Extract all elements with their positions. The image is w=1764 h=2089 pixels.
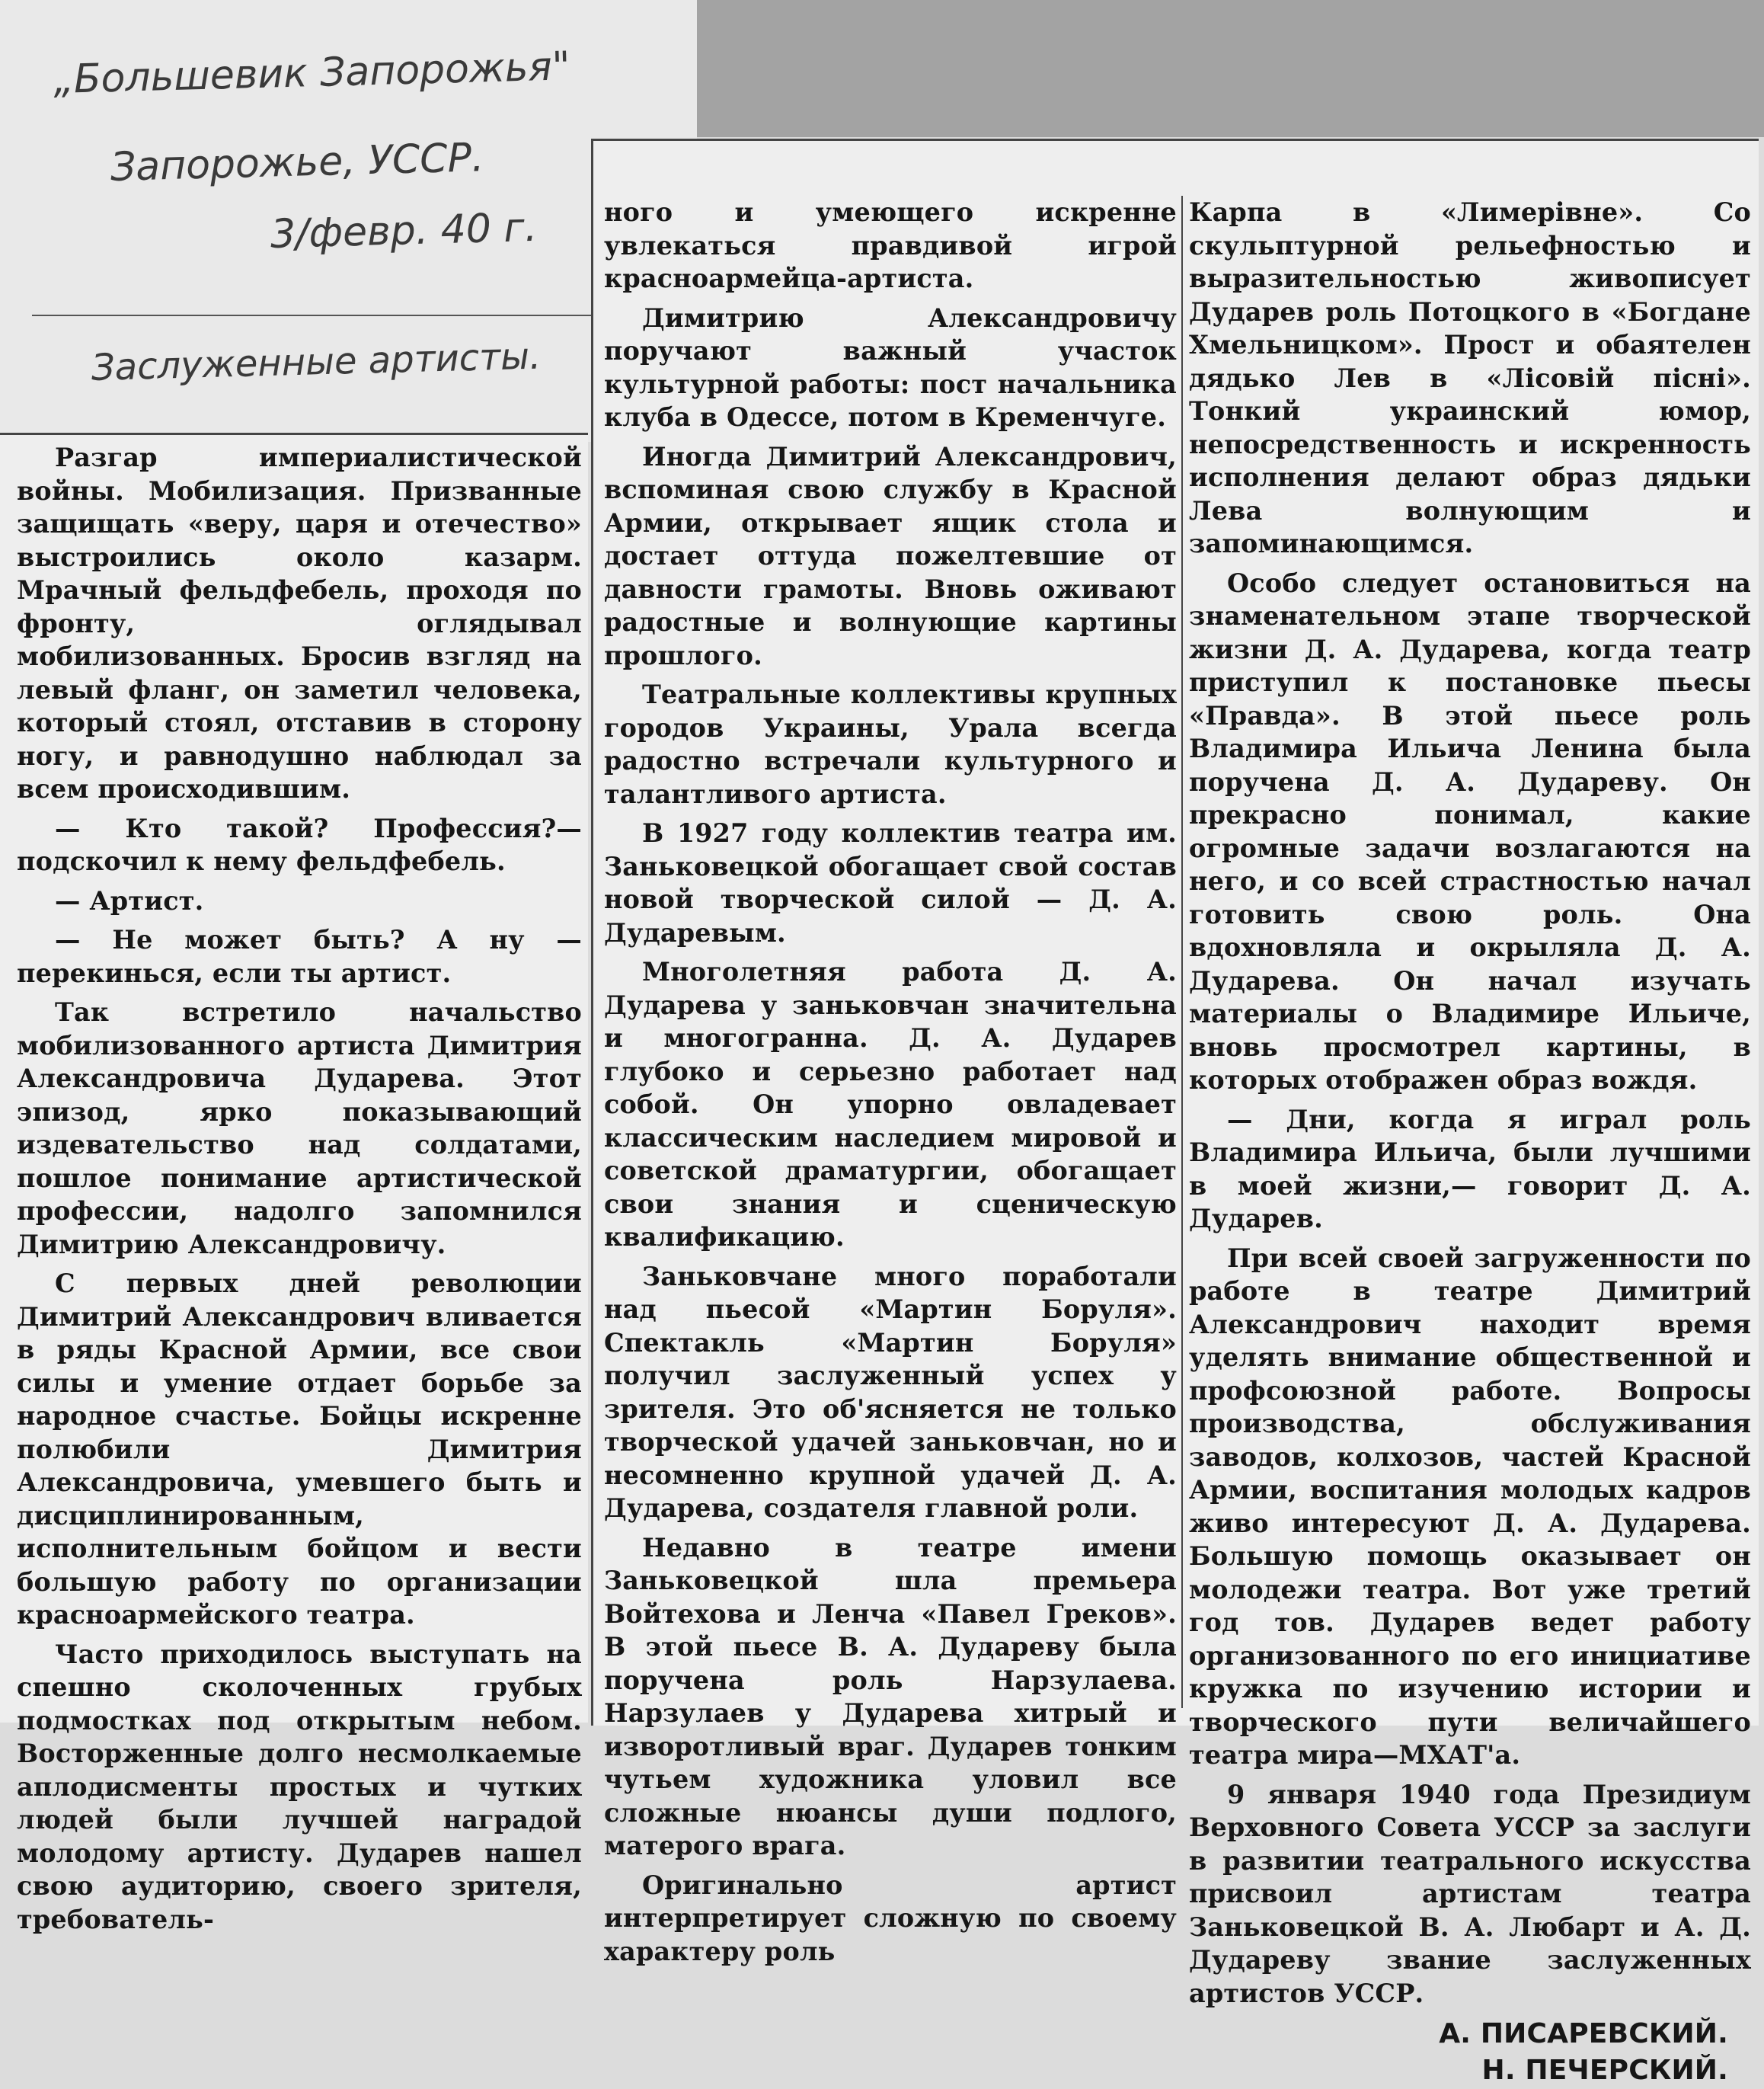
article-column-3 [1189, 196, 1751, 2089]
article-column-1 [17, 441, 582, 1942]
paragraph: Так встретило начальство мобилизованного артиста Димитрия Александровича Дударева. Этот эпизод, ярко показывающий издевательство над солдатами, пошлое понимание артистической профессии, надолго запомнился Димитрию Александровичу. [17, 997, 582, 1259]
paragraph: Особо следует остановиться на знаменательном этапе творческой жизни Д. А. Дударева, когда театр приступил к постановке пьесы «Правда». В этой пьесе роль Владимира Ильича Ленина была поручена Д. А. Дудареву. Он прекрасно понимал, какие огромные задачи возлагаются на него, и со всей страстностью начал готовить свою роль. Она вдохновляла и окрыляла Д. А. Дударева. Он начал изучать материалы о Владимире Ильиче, вновь просмотрел картины, в которых отображен образ вождя. [1189, 568, 1751, 1095]
paragraph: — Дни, когда я играл роль Владимира Ильича, были лучшими в моей жизни,— говорит Д. А. Дударев. [1189, 1104, 1751, 1233]
clipping-column-1 [0, 433, 588, 1934]
paragraph: — Не может быть? А ну — перекинься, если ты артист. [17, 925, 582, 988]
article-column-2 [604, 196, 1177, 1974]
paragraph: Часто приходилось выступать на спешно сколоченных грубых подмостках под открытым небом. Восторженные долго несмолкаемые аплодисменты простых и чутких людей были лучшей наградой молодому артисту. Дударев нашел свою аудиторию, своего зрителя, требователь- [17, 1639, 582, 1934]
paragraph: Недавно в театре имени Заньковецкой шла премьера Войтехова и Ленча «Павел Греков». В этой пьесе В. А. Дудареву была поручена роль Нарзулаева. Нарзулаев у Дударева хитрый и изворотливый враг. Дударев тонким чутьем художника уловил все сложные нюансы души подлого, матерого врага. [604, 1532, 1177, 1860]
paragraph: Заньковчане много поработали над пьесой «Мартин Боруля». Спектакль «Мартин Боруля» получил заслуженный успех у зрителя. Это об'ясняется не только творческой удачей заньковчан, но и несомненно крупной удачей Д. А. Дударева, создателя главной роли. [604, 1261, 1177, 1523]
column-rule [1181, 196, 1183, 1708]
scan-background-band [697, 0, 1764, 137]
author-signature-1: А. ПИСАРЕВСКИЙ. [1439, 2018, 1728, 2049]
paragraph: 9 января 1940 года Президиум Верховного Совета УССР за заслуги в развитии театрального искусства присвоил артистам театра Заньковецкой В. А. Любарт и А. Д. Дудареву звание заслуженных артистов УССР. [1189, 1779, 1751, 2008]
paragraph: При всей своей загруженности по работе в театре Димитрий Александрович находит время уделять внимание общественной и профсоюзной работе. Вопросы производства, обслуживания заводов, колхозов, частей Красной Армии, воспитания молодых кадров живо интересуют Д. А. Дударева. Большую помощь оказывает он молодежи театра. Вот уже третий год тов. Дударев ведет работу организованного по его инициативе кружка по изучению истории и творческого пути величайшего театра мира—МХАТ'а. [1189, 1243, 1751, 1770]
paragraph: — Артист. [55, 885, 204, 916]
paragraph: Иногда Димитрий Александрович, вспоминая свою службу в Красной Армии, открывает ящик стола и достает оттуда пожелтевшие от давности грамоты. Вновь оживают радостные и волнующие картины прошлого. [604, 441, 1177, 670]
handwritten-newspaper-name: „Большевик Запорожья" [53, 43, 571, 103]
paragraph: Оригинально артист интерпретирует сложную по своему характеру роль [604, 1870, 1177, 1966]
paragraph: ного и умеющего искренне увлекаться правдивой игрой красноармейца-артиста. [604, 197, 1177, 293]
handwritten-date: 3/февр. 40 г. [270, 204, 538, 258]
paragraph: Карпа в «Лимерівне». Со скульптурной рельефностью и выразительностью живописует Дударев роль Потоцкого в «Богдане Хмельницком». Прост и обаятелен дядько Лев в «Лісовій пісні». Тонкий украинский юмор, непосредственность и искренность исполнения делают образ дядьки Лева волнующим и запоминающимся. [1189, 197, 1751, 558]
handwritten-article-title: Заслуженные артисты. [91, 334, 542, 389]
paragraph: — Кто такой? Профессия?— подскочил к нему фельдфебель. [17, 813, 582, 876]
paragraph: С первых дней революции Димитрий Александрович вливается в ряды Красной Армии, все свои силы и умение отдает борьбе за народное счастье. Бойцы искренне полюбили Димитрия Александровича, умевшего быть и дисциплинированным, исполнительным бойцом и вести большую работу по организации красноармейского театра. [17, 1268, 582, 1630]
paragraph: Театральные коллективы крупных городов Украины, Урала всегда радостно встречали культурного и талантливого артиста. [604, 680, 1177, 809]
paragraph: Димитрию Александровичу поручают важный участок культурной работы: пост начальника клуба в Одессе, потом в Кременчуге. [604, 302, 1177, 432]
paragraph: Многолетняя работа Д. А. Дударева у заньковчан значительна и многогранна. Д. А. Дударев глубоко и серьезно работает над собой. Он упорно овладевает классическим наследием мировой и советской драматургии, обогащает свои знания и сценическую квалификацию. [604, 957, 1177, 1252]
clipping-columns-2-3 [591, 139, 1759, 2086]
paragraph: Разгар империалистической войны. Мобилизация. Призванные защищать «веру, царя и отечество» выстроились около казарм. Мрачный фельдфебель, проходя по фронту, оглядывал мобилизованных. Бросив взгляд на левый фланг, он заметил человека, который стоял, отставив в сторону ногу, и равнодушно наблюдал за всем происходившим. [17, 443, 582, 804]
author-signature-2: Н. ПЕЧЕРСКИЙ. [1481, 2055, 1728, 2086]
paragraph: В 1927 году коллектив театра им. Заньковецкой обогащает свой состав новой творческой силой — Д. А. Дударевым. [604, 818, 1177, 948]
handwritten-place: Запорожье, УССР. [110, 135, 485, 190]
handwritten-divider [32, 315, 596, 316]
